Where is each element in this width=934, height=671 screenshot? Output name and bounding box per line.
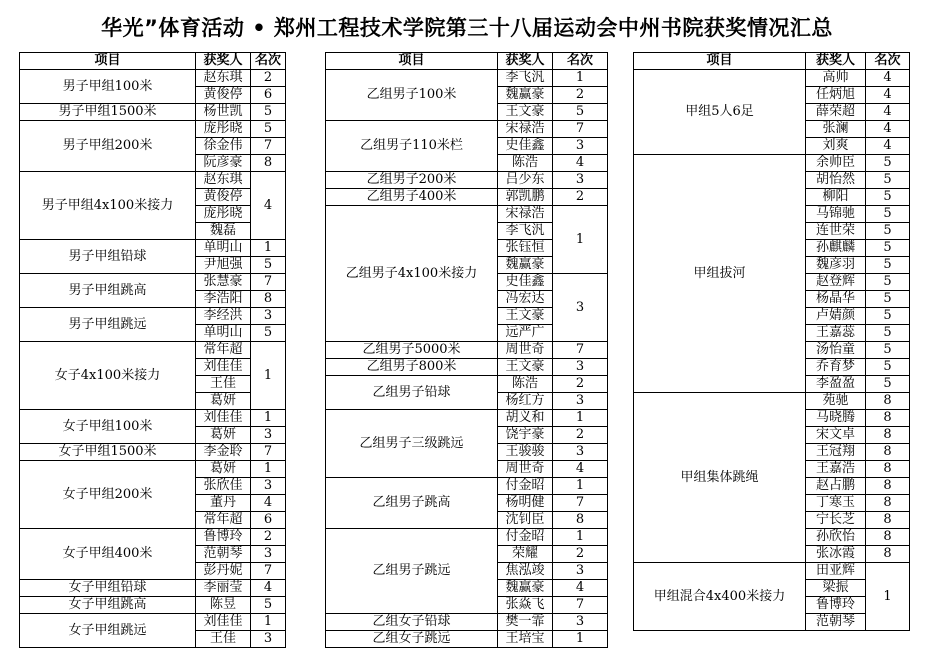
rank-cell: 4 (553, 155, 608, 172)
event-cell: 乙组男子800米 (326, 359, 498, 376)
winner-cell: 常年超 (196, 512, 251, 529)
winner-cell: 王佳 (196, 631, 251, 648)
winner-cell: 吕少东 (498, 172, 553, 189)
winner-cell: 丁寒玉 (806, 495, 866, 512)
winner-cell: 任炳旭 (806, 87, 866, 104)
header-event: 项目 (326, 53, 498, 70)
rank-cell: 3 (251, 631, 286, 648)
event-cell: 女子甲组铅球 (20, 580, 196, 597)
rank-cell: 5 (866, 325, 910, 342)
winner-cell: 阮彦豪 (196, 155, 251, 172)
rank-cell: 3 (553, 563, 608, 580)
winner-cell: 陈浩 (498, 376, 553, 393)
winner-cell: 远严广 (498, 325, 553, 342)
rank-cell: 3 (553, 274, 608, 342)
winner-cell: 李浩阳 (196, 291, 251, 308)
rank-cell: 3 (251, 308, 286, 325)
rank-cell: 5 (866, 206, 910, 223)
rank-cell: 8 (251, 155, 286, 172)
rank-cell: 5 (866, 342, 910, 359)
rank-cell: 7 (553, 121, 608, 138)
table-row (326, 342, 608, 359)
event-cell: 女子甲组200米 (20, 461, 196, 529)
rank-cell: 8 (866, 495, 910, 512)
winner-cell: 王冠翔 (806, 444, 866, 461)
rank-cell: 5 (866, 240, 910, 257)
rank-cell: 3 (553, 614, 608, 631)
winner-cell: 李经洪 (196, 308, 251, 325)
event-cell: 甲组拔河 (634, 155, 806, 393)
table-row (326, 359, 608, 376)
rank-cell: 7 (251, 138, 286, 155)
table-row (20, 529, 286, 546)
rank-cell: 8 (866, 393, 910, 410)
winner-cell: 史佳鑫 (498, 138, 553, 155)
winner-cell: 卢婧颜 (806, 308, 866, 325)
winner-cell: 马晓腾 (806, 410, 866, 427)
table-row (326, 614, 608, 631)
table-row (634, 70, 910, 87)
table-row (20, 342, 286, 359)
winner-cell: 张澜 (806, 121, 866, 138)
winner-cell: 范朝琴 (196, 546, 251, 563)
winner-cell: 葛妍 (196, 393, 251, 410)
winner-cell: 宋禄浩 (498, 121, 553, 138)
winner-cell: 冯宏达 (498, 291, 553, 308)
winner-cell: 汤怡童 (806, 342, 866, 359)
rank-cell: 4 (866, 121, 910, 138)
rank-cell: 5 (866, 359, 910, 376)
winner-cell: 樊一霏 (498, 614, 553, 631)
event-cell: 女子甲组跳高 (20, 597, 196, 614)
winner-cell: 王嘉蕊 (806, 325, 866, 342)
rank-cell: 5 (866, 291, 910, 308)
winner-cell: 周世奇 (498, 342, 553, 359)
rank-cell: 2 (553, 87, 608, 104)
header-rank: 名次 (866, 53, 910, 70)
rank-cell: 8 (866, 410, 910, 427)
winner-cell: 田亚辉 (806, 563, 866, 580)
rank-cell: 1 (553, 70, 608, 87)
rank-cell: 3 (553, 172, 608, 189)
rank-cell: 4 (866, 70, 910, 87)
winner-cell: 魏赢豪 (498, 257, 553, 274)
table-row (326, 410, 608, 427)
winner-cell: 苑驰 (806, 393, 866, 410)
rank-cell: 3 (251, 478, 286, 495)
rank-cell: 1 (251, 614, 286, 631)
rank-cell: 5 (866, 223, 910, 240)
winner-cell: 单明山 (196, 325, 251, 342)
rank-cell: 5 (553, 104, 608, 121)
table-row (326, 376, 608, 393)
winner-cell: 庞彤晓 (196, 121, 251, 138)
winner-cell: 王文豪 (498, 104, 553, 121)
winner-cell: 刘佳佳 (196, 614, 251, 631)
winner-cell: 杨世凯 (196, 104, 251, 121)
rank-cell: 5 (866, 376, 910, 393)
header-rank: 名次 (251, 53, 286, 70)
rank-cell: 4 (866, 138, 910, 155)
rank-cell: 1 (251, 240, 286, 257)
table-row (634, 393, 910, 410)
winner-cell: 李金聆 (196, 444, 251, 461)
winner-cell: 宋文卓 (806, 427, 866, 444)
winner-cell: 徐金伟 (196, 138, 251, 155)
rank-cell: 1 (251, 410, 286, 427)
table-row (20, 240, 286, 257)
winner-cell: 梁振 (806, 580, 866, 597)
winner-cell: 马锦驰 (806, 206, 866, 223)
table-row (326, 631, 608, 648)
winner-cell: 李飞汎 (498, 223, 553, 240)
winner-cell: 付金昭 (498, 529, 553, 546)
header-winner: 获奖人 (806, 53, 866, 70)
winner-cell: 张慧豪 (196, 274, 251, 291)
winner-cell: 连世荣 (806, 223, 866, 240)
winner-cell: 李盈盈 (806, 376, 866, 393)
table-row (20, 461, 286, 478)
rank-cell: 6 (251, 512, 286, 529)
winner-cell: 鲁博玲 (196, 529, 251, 546)
rank-cell: 1 (251, 342, 286, 410)
winner-cell: 赵登辉 (806, 274, 866, 291)
rank-cell: 5 (866, 155, 910, 172)
rank-cell: 8 (866, 461, 910, 478)
winner-cell: 孙麒麟 (806, 240, 866, 257)
rank-cell: 4 (251, 172, 286, 240)
rank-cell: 4 (866, 104, 910, 121)
rank-cell: 1 (553, 206, 608, 274)
table-row (326, 478, 608, 495)
winner-cell: 王文豪 (498, 308, 553, 325)
event-cell: 乙组男子4x100米接力 (326, 206, 498, 342)
rank-cell: 1 (553, 529, 608, 546)
winner-cell: 黄俊停 (196, 189, 251, 206)
winner-cell: 赵东琪 (196, 70, 251, 87)
event-cell: 男子甲组200米 (20, 121, 196, 172)
event-cell: 男子甲组铅球 (20, 240, 196, 274)
winner-cell: 刘佳佳 (196, 359, 251, 376)
winner-cell: 饶宇豪 (498, 427, 553, 444)
winner-cell: 余帅臣 (806, 155, 866, 172)
winner-cell: 单明山 (196, 240, 251, 257)
winner-cell: 彭丹妮 (196, 563, 251, 580)
event-cell: 乙组男子铅球 (326, 376, 498, 410)
header-row (326, 53, 608, 70)
event-cell: 女子甲组跳远 (20, 614, 196, 648)
winner-cell: 魏赢豪 (498, 87, 553, 104)
header-winner: 获奖人 (498, 53, 553, 70)
rank-cell: 5 (251, 104, 286, 121)
rank-cell: 5 (866, 172, 910, 189)
header-row (634, 53, 910, 70)
winner-cell: 周世奇 (498, 461, 553, 478)
winner-cell: 陈昱 (196, 597, 251, 614)
rank-cell: 4 (866, 87, 910, 104)
rank-cell: 4 (251, 580, 286, 597)
table-row (20, 308, 286, 325)
table-row (326, 529, 608, 546)
awards-table-2 (325, 52, 608, 648)
rank-cell: 4 (553, 580, 608, 597)
table-row (20, 104, 286, 121)
rank-cell: 5 (866, 308, 910, 325)
event-cell: 乙组男子100米 (326, 70, 498, 121)
event-cell: 女子甲组1500米 (20, 444, 196, 461)
rank-cell: 7 (251, 563, 286, 580)
winner-cell: 焦泓竣 (498, 563, 553, 580)
table-row (326, 189, 608, 206)
winner-cell: 柳阳 (806, 189, 866, 206)
rank-cell: 8 (866, 529, 910, 546)
awards-table-1 (19, 52, 286, 648)
winner-cell: 沈钊臣 (498, 512, 553, 529)
winner-cell: 杨明健 (498, 495, 553, 512)
table-row (20, 121, 286, 138)
table-row (20, 614, 286, 631)
rank-cell: 7 (553, 495, 608, 512)
table-row (634, 155, 910, 172)
rank-cell: 2 (553, 189, 608, 206)
winner-cell: 宁长芝 (806, 512, 866, 529)
rank-cell: 5 (251, 325, 286, 342)
rank-cell: 3 (553, 138, 608, 155)
rank-cell: 3 (553, 393, 608, 410)
rank-cell: 5 (251, 121, 286, 138)
rank-cell: 8 (866, 427, 910, 444)
winner-cell: 史佳鑫 (498, 274, 553, 291)
winner-cell: 刘爽 (806, 138, 866, 155)
winner-cell: 李飞汎 (498, 70, 553, 87)
event-cell: 女子甲组400米 (20, 529, 196, 580)
event-cell: 甲组集体跳绳 (634, 393, 806, 563)
table-row (20, 597, 286, 614)
winner-cell: 胡怡然 (806, 172, 866, 189)
event-cell: 男子甲组1500米 (20, 104, 196, 121)
header-event: 项目 (634, 53, 806, 70)
rank-cell: 7 (251, 444, 286, 461)
winner-cell: 郭凯鹏 (498, 189, 553, 206)
page-title: 华光”体育活动 • 郑州工程技术学院第三十八届运动会中州书院获奖情况汇总 (101, 16, 833, 40)
event-cell: 乙组男子跳高 (326, 478, 498, 529)
table-row (326, 70, 608, 87)
winner-cell: 葛妍 (196, 427, 251, 444)
event-cell: 乙组男子跳远 (326, 529, 498, 614)
winner-cell: 范朝琴 (806, 614, 866, 631)
rank-cell: 5 (866, 189, 910, 206)
rank-cell: 6 (251, 87, 286, 104)
winner-cell: 魏赢豪 (498, 580, 553, 597)
winner-cell: 刘佳佳 (196, 410, 251, 427)
winner-cell: 王骏骏 (498, 444, 553, 461)
winner-cell: 黄俊停 (196, 87, 251, 104)
header-winner: 获奖人 (196, 53, 251, 70)
header-row (20, 53, 286, 70)
winner-cell: 王文豪 (498, 359, 553, 376)
winner-cell: 庞彤晓 (196, 206, 251, 223)
event-cell: 女子甲组100米 (20, 410, 196, 444)
rank-cell: 2 (251, 529, 286, 546)
rank-cell: 1 (553, 478, 608, 495)
rank-cell: 5 (251, 257, 286, 274)
table-row (20, 444, 286, 461)
winner-cell: 薛荣超 (806, 104, 866, 121)
winner-cell: 张欣佳 (196, 478, 251, 495)
winner-cell: 葛妍 (196, 461, 251, 478)
winner-cell: 荣耀 (498, 546, 553, 563)
winner-cell: 杨晶华 (806, 291, 866, 308)
winner-cell: 陈浩 (498, 155, 553, 172)
rank-cell: 4 (251, 495, 286, 512)
event-cell: 男子甲组跳高 (20, 274, 196, 308)
rank-cell: 8 (866, 512, 910, 529)
winner-cell: 王嘉浩 (806, 461, 866, 478)
event-cell: 乙组男子三级跳远 (326, 410, 498, 478)
event-cell: 乙组女子铅球 (326, 614, 498, 631)
winner-cell: 魏彦羽 (806, 257, 866, 274)
rank-cell: 2 (251, 70, 286, 87)
winner-cell: 胡义和 (498, 410, 553, 427)
rank-cell: 3 (251, 546, 286, 563)
rank-cell: 5 (866, 274, 910, 291)
table-row (326, 172, 608, 189)
rank-cell: 8 (866, 444, 910, 461)
winner-cell: 李丽莹 (196, 580, 251, 597)
winner-cell: 高帅 (806, 70, 866, 87)
rank-cell: 5 (866, 257, 910, 274)
rank-cell: 3 (251, 427, 286, 444)
table-row (20, 410, 286, 427)
event-cell: 乙组男子5000米 (326, 342, 498, 359)
event-cell: 女子4x100米接力 (20, 342, 196, 410)
winner-cell: 赵东琪 (196, 172, 251, 189)
event-cell: 男子甲组4x100米接力 (20, 172, 196, 240)
table-row (20, 580, 286, 597)
rank-cell: 1 (251, 461, 286, 478)
table-row (20, 70, 286, 87)
rank-cell: 3 (553, 444, 608, 461)
header-event: 项目 (20, 53, 196, 70)
winner-cell: 王佳 (196, 376, 251, 393)
rank-cell: 2 (553, 546, 608, 563)
winner-cell: 鲁博玲 (806, 597, 866, 614)
winner-cell: 付金昭 (498, 478, 553, 495)
event-cell: 甲组混合4x400米接力 (634, 563, 806, 631)
winner-cell: 乔育梦 (806, 359, 866, 376)
rank-cell: 7 (553, 342, 608, 359)
winner-cell: 张钰恒 (498, 240, 553, 257)
rank-cell: 1 (553, 631, 608, 648)
event-cell: 甲组5人6足 (634, 70, 806, 155)
table-row (20, 274, 286, 291)
rank-cell: 8 (866, 478, 910, 495)
event-cell: 乙组女子跳远 (326, 631, 498, 648)
table-row (634, 563, 910, 580)
table-row (326, 206, 608, 223)
rank-cell: 2 (553, 376, 608, 393)
rank-cell: 7 (553, 597, 608, 614)
winner-cell: 董丹 (196, 495, 251, 512)
rank-cell: 8 (553, 512, 608, 529)
event-cell: 乙组男子400米 (326, 189, 498, 206)
awards-table-3 (633, 52, 910, 631)
winner-cell: 孙欣怡 (806, 529, 866, 546)
winner-cell: 王培宝 (498, 631, 553, 648)
rank-cell: 1 (866, 563, 910, 631)
winner-cell: 尹旭强 (196, 257, 251, 274)
header-rank: 名次 (553, 53, 608, 70)
table-row (20, 172, 286, 189)
rank-cell: 1 (553, 410, 608, 427)
rank-cell: 5 (251, 597, 286, 614)
winner-cell: 魏磊 (196, 223, 251, 240)
rank-cell: 8 (866, 546, 910, 563)
rank-cell: 2 (553, 427, 608, 444)
winner-cell: 张焱飞 (498, 597, 553, 614)
event-cell: 男子甲组100米 (20, 70, 196, 104)
rank-cell: 3 (553, 359, 608, 376)
event-cell: 男子甲组跳远 (20, 308, 196, 342)
winner-cell: 杨红方 (498, 393, 553, 410)
rank-cell: 8 (251, 291, 286, 308)
event-cell: 乙组男子200米 (326, 172, 498, 189)
rank-cell: 4 (553, 461, 608, 478)
winner-cell: 赵占鹏 (806, 478, 866, 495)
winner-cell: 张冰霞 (806, 546, 866, 563)
table-row (326, 121, 608, 138)
event-cell: 乙组男子110米栏 (326, 121, 498, 172)
winner-cell: 常年超 (196, 342, 251, 359)
winner-cell: 宋禄浩 (498, 206, 553, 223)
rank-cell: 7 (251, 274, 286, 291)
